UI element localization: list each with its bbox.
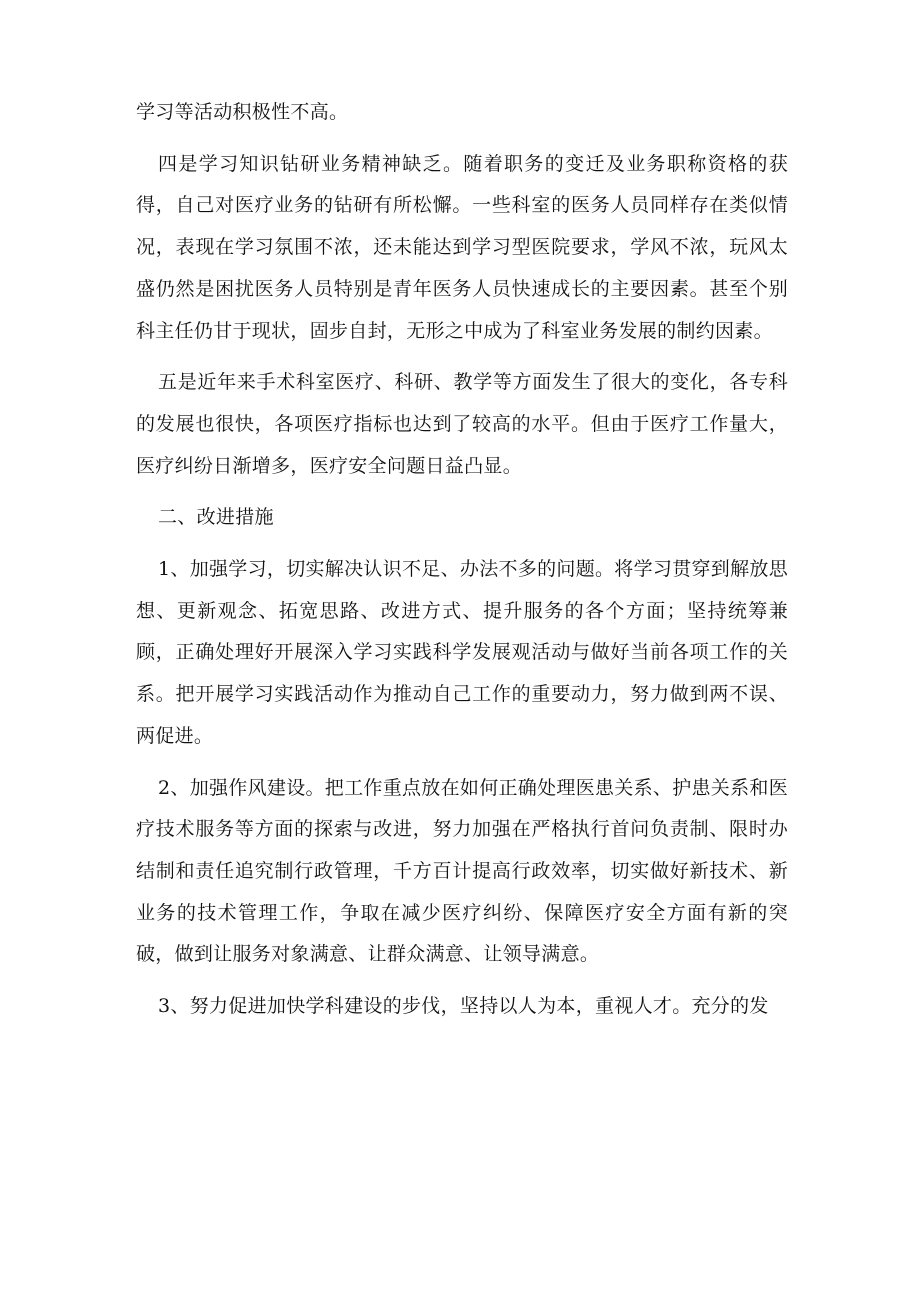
section-heading-improvements: 二、改进措施	[158, 506, 274, 529]
paragraph-measure-two: 2、加强作风建设。把工作重点放在如何正确处理医患关系、护患关系和医疗技术服务等方面的探索与改进，努力加强在严格执行首问负责制、限时办结制和责任追究制行政管理，千方百计提高行政效率，切实做好新技术、新业务的技术管理工作，争取在减少医疗纠纷、保障医疗安全方面有新的突破，做到让服务对象满意、让群众满意、让领导满意。	[136, 776, 788, 966]
document-body	[136, 92, 788, 1038]
paragraph-point-four: 四是学习知识钻研业务精神缺乏。随着职务的变迁及业务职称资格的获得，自己对医疗业务的钻研有所松懈。一些科室的医务人员同样存在类似情况，表现在学习氛围不浓，还未能达到学习型医院要求，学风不浓，玩风太盛仍然是困扰医务人员特别是青年医务人员快速成长的主要因素。甚至个别科主任仍甘于现状，固步自封，无形之中成为了科室业务发展的制约因素。	[136, 152, 788, 342]
paragraph-point-five: 五是近年来手术科室医疗、科研、教学等方面发生了很大的变化，各专科的发展也很快，各项医疗指标也达到了较高的水平。但由于医疗工作量大，医疗纠纷日渐增多，医疗安全问题日益凸显。	[136, 371, 788, 477]
paragraph-continuation: 学习等活动积极性不高。	[136, 101, 349, 123]
paragraph-measure-three: 3、努力促进加快学科建设的步伐，坚持以人为本，重视人才。充分的发	[158, 995, 769, 1018]
paragraph-measure-one: 1、加强学习，切实解决认识不足、办法不多的问题。将学习贯穿到解放思想、更新观念、拓宽思路、改进方式、提升服务的各个方面；坚持统筹兼顾，正确处理好开展深入学习实践科学发展观活动与做好当前各项工作的关系。把开展学习实践活动作为推动自己工作的重要动力，努力做到两不误、两促进。	[136, 558, 788, 747]
